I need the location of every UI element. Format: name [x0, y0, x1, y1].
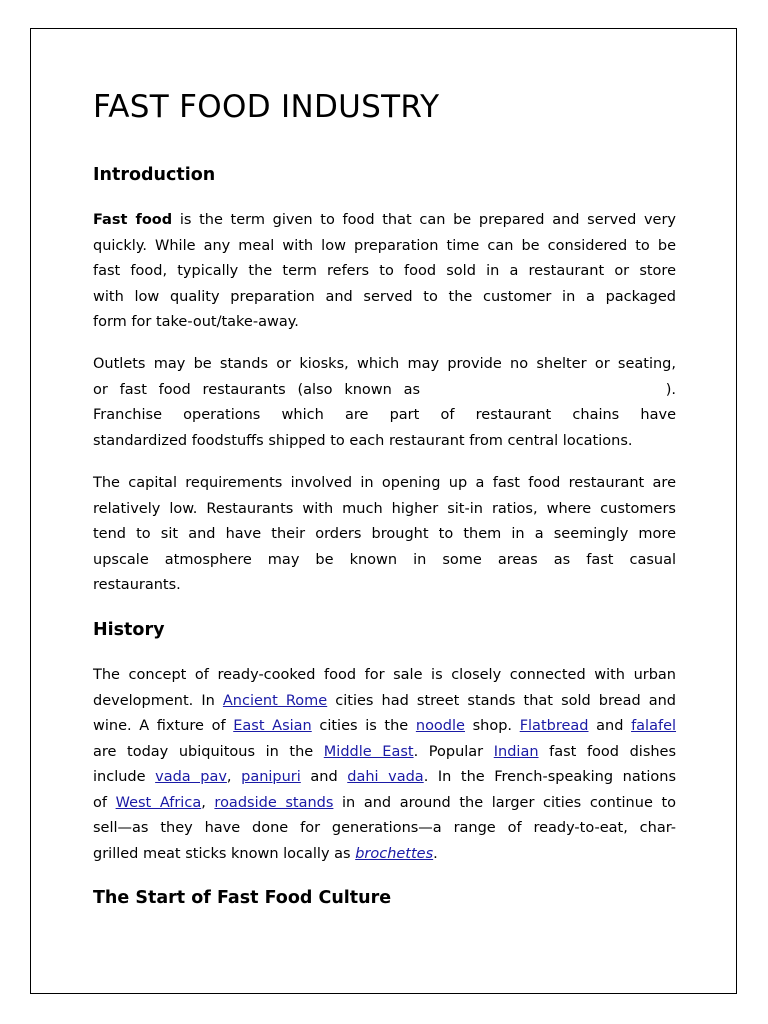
- link-vada-pav[interactable]: vada pav: [155, 769, 227, 785]
- heading-history: History: [93, 620, 165, 640]
- link-roadside-stands[interactable]: roadside stands: [214, 794, 334, 811]
- link-flatbread[interactable]: Flatbread: [519, 718, 589, 734]
- heading-introduction: Introduction: [93, 165, 216, 185]
- link-middle-east[interactable]: Middle East: [323, 743, 414, 760]
- link-west-africa[interactable]: West Africa: [115, 794, 202, 811]
- paragraph-intro-2: Outlets may be stands or kiosks, which may provide no shelter or seating, or fast food restaurants (also known as ). Franchise operations which are part of restaurant chains have standardized foodstuffs shipped to each restaurant from central locations.: [93, 356, 676, 449]
- term-fast-food: Fast food: [93, 212, 173, 228]
- link-east-asian[interactable]: East Asian: [233, 718, 312, 734]
- paragraph-intro-3: The capital requirements involved in opening up a fast food restaurant are relatively low. Restaurants with much higher sit-in ratios, where customers tend to sit and have their orders brought to them in a seemingly more upscale atmosphere may be known in some areas as fast casual restaurants.: [93, 475, 676, 593]
- document-title: FAST FOOD INDUSTRY: [93, 89, 440, 125]
- document-page: [30, 28, 737, 994]
- heading-start-of-fast-food-culture: The Start of Fast Food Culture: [93, 888, 392, 908]
- link-ancient-rome[interactable]: Ancient Rome: [222, 692, 328, 709]
- paragraph-history: The concept of ready-cooked food for sale is closely connected with urban development. In Ancient Rome cities had street stands that sold bread and wine. A fixture of East Asian cities is the noodle shop. Flatbread and falafel are today ubiquitous in the Middle East. Popular Indian fast food dishes include vada pav, panipuri and dahi vada. In the French-speaking nations of West Africa, roadside stands in and around the larger cities continue to sell—as they have done for generations—a range of ready-to-eat, char- grilled meat sticks known locally as brochettes.: [93, 667, 677, 862]
- link-panipuri[interactable]: panipuri: [241, 769, 301, 785]
- link-brochettes[interactable]: brochettes: [355, 845, 434, 862]
- paragraph-intro-1: Fast food is the term given to food that can be prepared and served very quickly. While any meal with low preparation time can be considered to be fast food, typically the term refers to food sold in a restaurant or store with low quality preparation and served to the customer in a packaged form for take-out/take-away.: [93, 212, 677, 330]
- link-indian[interactable]: Indian: [493, 743, 539, 760]
- link-falafel[interactable]: falafel: [631, 718, 677, 734]
- link-noodle[interactable]: noodle: [415, 718, 465, 734]
- link-dahi-vada[interactable]: dahi vada: [347, 769, 424, 785]
